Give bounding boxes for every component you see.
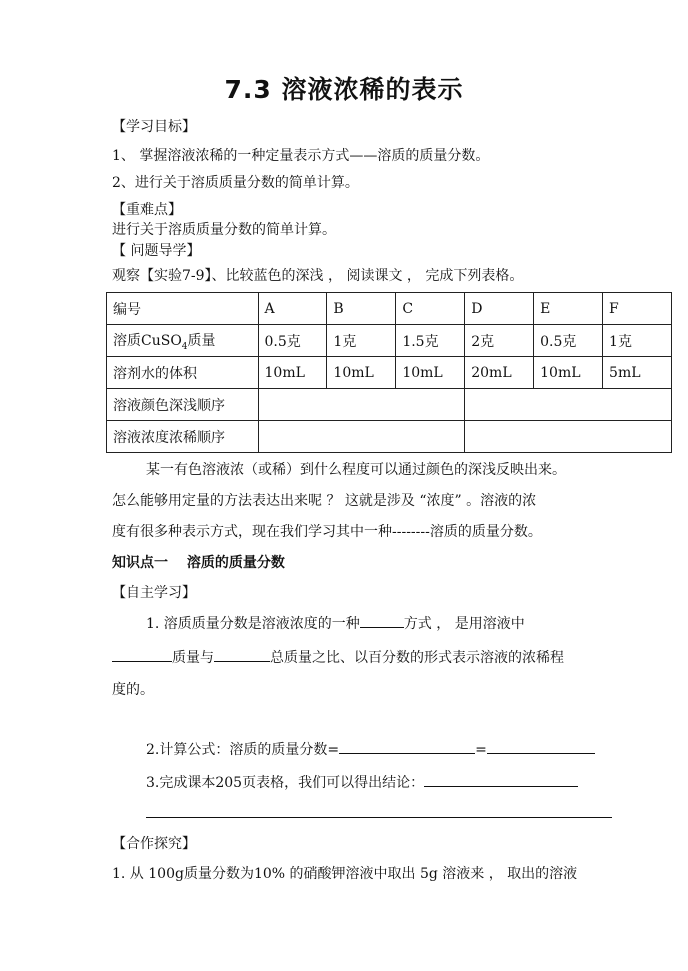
- color-order-answer-cell-1[interactable]: [258, 389, 465, 421]
- table-row: [107, 293, 672, 325]
- color-order-label: 溶液颜色深浅顺序: [107, 389, 259, 421]
- table-cell: 0.5克: [534, 325, 603, 357]
- blank-solution[interactable]: [214, 647, 270, 662]
- table-cell: 1克: [603, 325, 672, 357]
- objective-item-2: 2、进行关于溶质质量分数的简单计算。: [112, 175, 359, 191]
- table-header-cell: C: [396, 293, 465, 325]
- page-title: 7.3 溶液浓稀的表示: [224, 75, 464, 104]
- cooperation-question-1: 1. 从 100g质量分数为10% 的硝酸钾溶液中取出 5g 溶液来 ， 取出的溶液: [112, 866, 578, 882]
- question-1-line-3: 度的。: [112, 682, 154, 698]
- key-points-text: 进行关于溶质质量分数的简单计算。: [112, 222, 336, 238]
- table-header-cell: 编号: [107, 293, 259, 325]
- table-row: [107, 421, 672, 453]
- table-header-cell: E: [534, 293, 603, 325]
- solute-label-text: 溶质CuSO: [113, 332, 182, 349]
- guide-header: 【 问题导学】: [112, 243, 201, 259]
- question-1-text-c: 质量与: [172, 650, 214, 666]
- color-order-answer-cell-2[interactable]: [465, 389, 672, 421]
- paragraph-line-2: 怎么能够用定量的方法表达出来呢 ？ 这就是涉及 “浓度” 。溶液的浓: [112, 493, 537, 509]
- question-2-equals: =: [475, 742, 487, 758]
- knowledge-point-1-heading: 知识点一 溶质的质量分数: [112, 555, 285, 571]
- blank-conclusion-2[interactable]: [146, 817, 612, 818]
- paragraph-line-1: 某一有色溶液浓（或稀）到什么程度可以通过颜色的深浅反映出来。: [146, 462, 566, 478]
- cooperation-header: 【合作探究】: [112, 836, 196, 852]
- paragraph-line-3: 度有很多种表示方式，现在我们学习其中一种--------溶质的质量分数。: [112, 524, 542, 540]
- question-1-line-1: [146, 613, 525, 633]
- table-cell: 1.5克: [396, 325, 465, 357]
- table-cell: 2克: [465, 325, 534, 357]
- question-1-text-a: 1. 溶质质量分数是溶液浓度的一种: [146, 616, 360, 632]
- table-cell: 5mL: [603, 357, 672, 389]
- table-cell: 1克: [327, 325, 396, 357]
- blank-solute[interactable]: [112, 647, 172, 662]
- solute-label-suffix: 质量: [187, 332, 216, 349]
- question-3-text: 3.完成课本205页表格，我们可以得出结论：: [146, 775, 425, 791]
- table-cell: 20mL: [465, 357, 534, 389]
- solute-mass-label: [107, 325, 259, 357]
- concentration-order-label: 溶液浓度浓稀顺序: [107, 421, 259, 453]
- solvent-volume-label: 溶剂水的体积: [107, 357, 259, 389]
- concentration-order-answer-cell-2[interactable]: [465, 421, 672, 453]
- table-row: [107, 357, 672, 389]
- key-points-header: 【重难点】: [112, 202, 182, 218]
- question-2-text: 2.计算公式：溶质的质量分数=: [146, 742, 340, 758]
- objectives-header: 【学习目标】: [112, 119, 196, 135]
- table-header-cell: A: [258, 293, 327, 325]
- objective-item-1: 1、 掌握溶液浓稀的一种定量表示方式——溶质的质量分数。: [112, 148, 490, 164]
- table-cell: 0.5克: [258, 325, 327, 357]
- table-header-cell: D: [465, 293, 534, 325]
- table-row: [107, 389, 672, 421]
- concentration-order-answer-cell-1[interactable]: [258, 421, 465, 453]
- experiment-table: [106, 292, 672, 453]
- table-cell: 10mL: [258, 357, 327, 389]
- blank-conclusion-1[interactable]: [424, 772, 578, 787]
- blank-formula-2[interactable]: [487, 739, 595, 754]
- guide-intro: 观察【实验7-9】、比较蓝色的深浅 ， 阅读课文 ， 完成下列表格。: [112, 268, 524, 284]
- question-1-text-d: 总质量之比、以百分数的形式表示溶液的浓稀程: [270, 650, 564, 666]
- table-header-cell: F: [603, 293, 672, 325]
- table-cell: 10mL: [534, 357, 603, 389]
- blank-expression-method[interactable]: [360, 613, 404, 628]
- solute-label-subscript: 4: [181, 341, 188, 352]
- question-1-line-2: [112, 647, 564, 667]
- table-row: [107, 325, 672, 357]
- question-2-line: [146, 739, 595, 759]
- self-study-header: 【自主学习】: [112, 585, 196, 601]
- question-1-text-b: 方式 ， 是用溶液中: [403, 616, 525, 632]
- question-3-line: [146, 772, 578, 792]
- table-header-cell: B: [327, 293, 396, 325]
- table-cell: 10mL: [327, 357, 396, 389]
- blank-formula-1[interactable]: [339, 739, 475, 754]
- table-cell: 10mL: [396, 357, 465, 389]
